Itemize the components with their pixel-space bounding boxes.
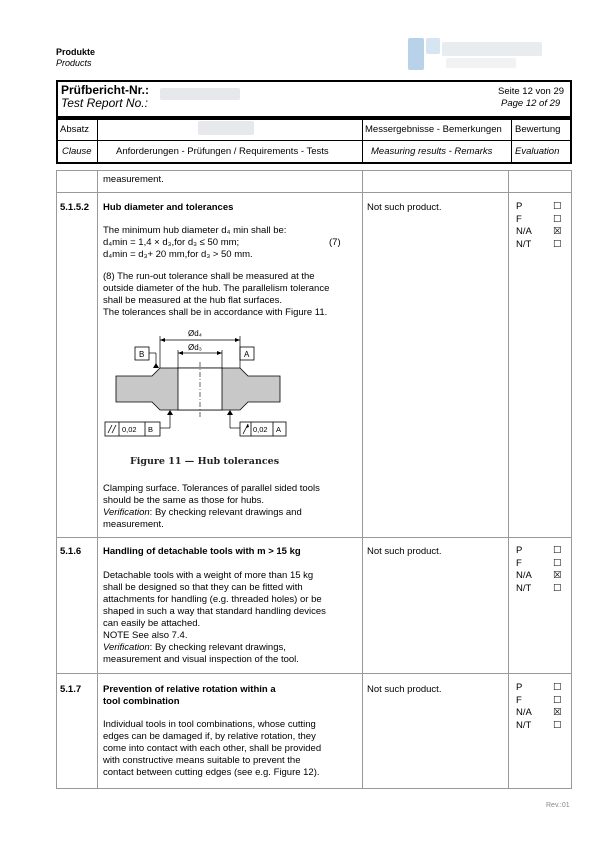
report-number-label-en: Test Report No.: (61, 96, 148, 110)
row2-result: Not such product. (367, 546, 442, 557)
row3-result: Not such product. (367, 684, 442, 695)
row3-para-line4: with constructive means suitable to prevent the (103, 755, 301, 766)
row2-verification-line2: measurement and visual inspection of the tool. (103, 654, 299, 665)
report-number-label-de: Prüfbericht-Nr.: (61, 83, 150, 97)
row0-continued-text: measurement. (103, 174, 164, 185)
datum-b-label: B (139, 350, 145, 359)
row2-note: NOTE See also 7.4. (103, 630, 188, 641)
row3-title-line1: Prevention of relative rotation within a (103, 684, 276, 695)
row2-title: Handling of detachable tools with m > 15 kg (103, 546, 301, 557)
col-evaluation: Evaluation (515, 146, 560, 157)
row1-para2-line4: The tolerances shall be in accordance with Figure 11. (103, 307, 328, 318)
row2-eval-labels: P F N/A N/T (516, 545, 532, 594)
figure-11-caption: Figure 11 — Hub tolerances (130, 456, 280, 467)
row3-para-line3: come into contact with each other, shall be provided (103, 743, 322, 754)
row2-eval-checkboxes: ☐ ☐ ☒ ☐ (553, 545, 562, 594)
revision-label: Rev.:01 (546, 802, 570, 809)
row3-para-line2: edges can be damaged if, by relative rotation, they (103, 731, 316, 742)
row1-formula-ref: (7) (329, 237, 341, 248)
page-number-de: Seite 12 von 29 (498, 86, 565, 97)
parallelism-datum: B (148, 425, 154, 434)
runout-value: 0,02 (253, 425, 268, 434)
products-label-en: Products (56, 58, 92, 68)
row1-para2-line1: (8) The run-out tolerance shall be measured at the (103, 271, 315, 282)
row1-eval-checkboxes: ☐ ☐ ☒ ☐ (553, 201, 562, 250)
col-measuring-de: Messergebnisse - Bemerkungen (365, 124, 502, 135)
figure-d4-label: Ød₄ (188, 329, 202, 338)
row3-eval-checkboxes: ☐ ☐ ☒ ☐ (553, 682, 562, 731)
row1-para3-line1: Clamping surface. Tolerances of parallel sided tools (103, 483, 320, 494)
col-measuring-en: Measuring results - Remarks (371, 146, 493, 157)
row1-verification: Verification: By checking relevant drawings and (103, 507, 302, 518)
row1-para3-line2: should be the same as those for hubs. (103, 495, 265, 506)
parallelism-value: 0,02 (122, 425, 137, 434)
row3-para-line1: Individual tools in tool combinations, whose cutting (103, 719, 316, 730)
col-bewertung: Bewertung (515, 124, 561, 135)
row1-title: Hub diameter and tolerances (103, 202, 234, 213)
redacted-report-number (160, 88, 240, 100)
figure-d3-label: Ød₃ (188, 343, 202, 352)
row2-para-line1: Detachable tools with a weight of more than 15 kg (103, 570, 314, 581)
page-number-en: Page 12 of 29 (501, 98, 561, 109)
row1-verification-line2: measurement. (103, 519, 164, 530)
row1-eval-labels: P F N/A N/T (516, 201, 532, 250)
row2-para-line2: shall be designed so that they can be fitted with (103, 582, 303, 593)
row1-para2-line2: outside diameter of the hub. The parallelism tolerance (103, 283, 330, 294)
row3-para-line5: contact between cutting edges (see e.g. Figure 12). (103, 767, 320, 778)
row1-result: Not such product. (367, 202, 442, 213)
row1-formula-intro: The minimum hub diameter d₄ min shall be: (103, 225, 287, 236)
row3-eval-labels: P F N/A N/T (516, 682, 532, 731)
row3-clause: 5.1.7 (60, 684, 82, 695)
runout-datum: A (276, 425, 282, 434)
datum-a-label: A (244, 350, 250, 359)
row1-formula-2: d₄min = d₃+ 20 mm,for d₃ > 50 mm. (103, 249, 253, 260)
hub-tolerance-figure (100, 322, 280, 452)
row2-para-line3: attachments for handling (e.g. threaded holes) or be (103, 594, 322, 605)
row2-para-line5: can easily be attached. (103, 618, 201, 629)
row2-clause: 5.1.6 (60, 546, 82, 557)
row2-verification: Verification: By checking relevant drawings, (103, 642, 286, 653)
row1-clause: 5.1.5.2 (60, 202, 90, 213)
row1-formula-1: d₄min = 1,4 × d₃,for d₃ ≤ 50 mm; (103, 237, 240, 248)
redacted-header (198, 121, 254, 135)
col-clause: Clause (62, 146, 92, 157)
redacted-logo (408, 38, 424, 70)
row1-para2-line3: shall be measured at the hub flat surfaces. (103, 295, 283, 306)
table-top-border (56, 170, 572, 171)
col-absatz: Absatz (60, 124, 90, 135)
products-label-de: Produkte (56, 47, 96, 57)
row2-para-line4: shaped in such a way that standard handling devices (103, 606, 326, 617)
col-requirements: Anforderungen - Prüfungen / Requirements - Tests (116, 146, 329, 157)
row3-title-line2: tool combination (103, 696, 180, 707)
